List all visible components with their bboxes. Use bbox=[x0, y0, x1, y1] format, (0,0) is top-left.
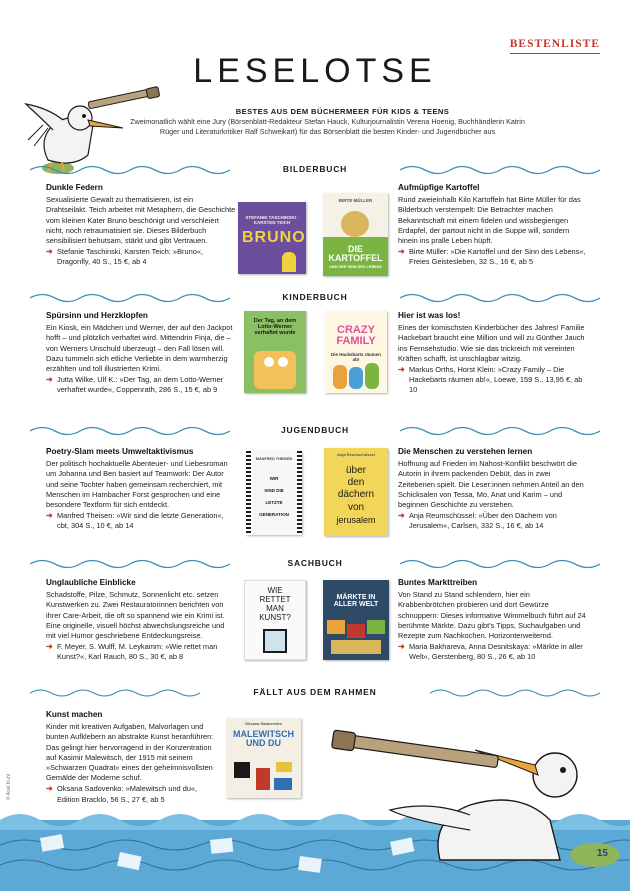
page-subtitle: BESTES AUS DEM BÜCHERMEER FÜR KIDS & TEENS bbox=[235, 107, 450, 116]
review-citation: Birte Müller: »Die Kartoffel und der Sinn des Lebens«, Freies Geistesleben, 32 S., 16 €, ab 5 bbox=[409, 247, 586, 267]
review-citation: F. Meyer, S. Wulff, M. Leykamm: »Wie rettet man Kunst?«, Karl Rauch, 80 S., 30 €, ab 8 bbox=[57, 642, 218, 662]
section-divider-sachbuch bbox=[30, 557, 600, 571]
cover-title-line: WIR bbox=[269, 476, 279, 481]
review-title: Poetry-Slam meets Umweltaktivismus bbox=[46, 447, 194, 456]
review-title: Kunst machen bbox=[46, 710, 103, 719]
review-body: Kinder mit kreativen Aufgaben, Malvorlagen und bunten Aufklebern an abstrakte Kunst heranführen: Das gelingt hier hervorragend in der Konzentration auf Kasimir Malewitsch, der 1915 mit seinem »Schwarzen Quadrat« eines der geheimnisvollsten Gemälde der Moderne schuf. bbox=[46, 722, 214, 783]
review-title: Buntes Markttreiben bbox=[398, 578, 478, 587]
section-divider-kinderbuch bbox=[30, 291, 600, 305]
review-title: Hier ist was los! bbox=[398, 311, 461, 320]
intro-text: Zweimonatlich wählt eine Jury (Börsenblatt-Redakteur Stefan Hauck, Kulturjournalistin Verena Hoenig, Buchhändlerin Katrin Rüger und Literaturkritiker Ralf Schweikart) für das Börsenblatt die besten Kinder- und Jugendbücher aus bbox=[130, 117, 525, 136]
review-dunkle-federn bbox=[46, 183, 236, 268]
review-title: Dunkle Federn bbox=[46, 183, 103, 192]
cover-title: BRUNO bbox=[242, 229, 306, 246]
section-divider-bilderbuch bbox=[30, 163, 600, 177]
review-unglaubliche-einblicke bbox=[46, 578, 236, 663]
review-title: Spürsinn und Herzklopfen bbox=[46, 311, 148, 320]
cover-subtitle: Die Hackebarts räumen ab! bbox=[330, 352, 382, 362]
review-citation: Stefanie Taschinski, Karsten Teich: »Bruno«, Dragonfly, 40 S., 15 €, ab 4 bbox=[57, 247, 203, 267]
book-cover-maerkte bbox=[323, 580, 389, 660]
book-cover-crazy-family bbox=[325, 311, 387, 393]
book-cover-malewitsch bbox=[226, 718, 301, 798]
cover-title-line: KUNST? bbox=[259, 613, 291, 622]
wave-decoration bbox=[430, 686, 600, 700]
arrow-icon: ➜ bbox=[398, 642, 405, 652]
cover-author: Anja Reumschüssel bbox=[336, 452, 375, 457]
section-tag: BESTENLISTE bbox=[510, 38, 600, 54]
review-title: Die Menschen zu verstehen lernen bbox=[398, 447, 533, 456]
cover-author: BIRTE MÜLLER bbox=[338, 198, 373, 203]
review-body: Hoffnung auf Frieden im Nahost-Konflikt beschwört die Autorin in ihrem packenden Debüt, das in zwei Zeitebenen spielt. Die Leser:innen nehmen Anteil an den Schicksalen von Tessa, Mo, Anat und Karim – und beginnen Geschichte zu verstehen. bbox=[398, 459, 584, 510]
review-citation: Markus Orths, Horst Klein: »Crazy Family – Die Hackebarts räumen ab!«, Loewe, 159 S., 13,95 €, ab 10 bbox=[409, 365, 583, 395]
review-citation: Anja Reumschüssel: »Über den Dächern von Jerusalem«, Carlsen, 332 S., 16 €, ab 14 bbox=[409, 511, 557, 531]
arrow-icon: ➜ bbox=[46, 642, 53, 652]
section-label: FÄLLT AUS DEM RAHMEN bbox=[253, 687, 377, 697]
page-title: LESELOTSE bbox=[193, 52, 437, 90]
book-cover-jerusalem bbox=[324, 448, 388, 536]
review-citation: Maria Bakhareva, Anna Desnitskaya: »Märkte in aller Welt«, Gerstenberg, 80 S., 26 €, ab 10 bbox=[409, 642, 583, 662]
page-number: 15 bbox=[596, 848, 608, 859]
cover-title-line: MAN bbox=[266, 604, 284, 613]
cover-title-line: den bbox=[347, 477, 365, 488]
section-label: JUGENDBUCH bbox=[281, 425, 349, 435]
section-label: BILDERBUCH bbox=[282, 164, 348, 174]
review-body: Von Stand zu Stand schlendern, hier ein Krabbenbrötchen probieren und dort Gewürze schnuppern: Dieses informative Wimmelbuch führt auf 24 berühmte Märkte. Dazu gibt's Tipps, Suchaufgaben und Rezepte zum Nachkochen. Horizonterweiternd. bbox=[398, 590, 586, 641]
cover-title: DIE KARTOFFEL bbox=[328, 244, 383, 264]
review-body: Sexualisierte Gewalt zu thematisieren, ist ein Drahtseilakt. Teich arbeitet mit Metaphern, die Geschichte vom kleinen Kater Bruno beschönigt und verschleiert nicht, noch retraumatisiert sie. Dieses Bilderbuch sensibilisiert behutsam, stärkt und gibt Vertrauen. bbox=[46, 195, 236, 246]
book-cover-wie-rettet-man-kunst bbox=[244, 580, 306, 660]
review-citation: Oksana Sadovenko: »Malewitsch und du«, Edition Bracklo, 56 S., 27 €, ab 5 bbox=[57, 784, 198, 804]
cover-authors: STEFANIE TASCHINSKI · KARSTEN TEICH bbox=[245, 215, 299, 225]
cover-title-line: von bbox=[347, 502, 365, 513]
arrow-icon: ➜ bbox=[398, 365, 405, 375]
wave-decoration bbox=[400, 424, 600, 438]
arrow-icon: ➜ bbox=[46, 247, 53, 257]
review-body: Eines der komischsten Kinderbücher des Jahres! Familie Hackebart braucht eine Million und will zu Günther Jauch ins Fernsehstudio. Wie sie das trickreich mit vereinten Kräften schafft, ist unschlagbar witzig. bbox=[398, 323, 585, 363]
review-hier-ist-was-los bbox=[398, 311, 588, 396]
book-cover-letzte-generation bbox=[246, 451, 302, 535]
cover-title-line: jerusalem bbox=[336, 515, 376, 525]
cover-author: MANFRED THEISEN bbox=[255, 457, 293, 461]
section-divider-rahmen bbox=[30, 686, 600, 700]
review-citation: Jutta Wilke, Ulf K.: »Der Tag, an dem Lotto-Werner verhaftet wurde«, Coppenrath, 286 S., 15 €, ab 9 bbox=[57, 375, 224, 395]
wave-decoration bbox=[400, 291, 600, 305]
review-aufmuepfige-kartoffel bbox=[398, 183, 588, 268]
arrow-icon: ➜ bbox=[46, 784, 53, 794]
section-label: KINDERBUCH bbox=[282, 292, 348, 302]
arrow-icon: ➜ bbox=[46, 511, 53, 521]
cover-title-line: LETZTE bbox=[265, 500, 283, 505]
cover-title: MALEWITSCH UND DU bbox=[233, 729, 294, 749]
book-cover-bruno bbox=[238, 202, 306, 274]
pelican-telescope-illustration bbox=[18, 80, 168, 175]
cover-title: Der Tag, an dem Lotto-Werner verhaftet wurde bbox=[253, 318, 297, 336]
cover-title-line: dächern bbox=[337, 489, 375, 500]
cover-title-line: SIND DIE bbox=[264, 488, 284, 493]
arrow-icon: ➜ bbox=[398, 247, 405, 257]
review-title: Unglaubliche Einblicke bbox=[46, 578, 136, 587]
wave-decoration bbox=[400, 163, 600, 177]
review-citation: Manfred Theisen: »Wir sind die letzte Generation«, cbt, 304 S., 10 €, ab 14 bbox=[57, 511, 224, 531]
review-body: Der politisch hochaktuelle Abenteuer- und Liebesroman um Johanna und Ben basiert auf Teamwork: Der Autor und seine Tochter haben gemeinsam recherchiert, mit Menschen im Hambacher Forst gesprochen und eine besondere Textform für sich entdeckt. bbox=[46, 459, 228, 510]
cover-author: Oksana Sadovenko bbox=[245, 721, 282, 726]
review-poetry-slam bbox=[46, 447, 236, 532]
section-label: SACHBUCH bbox=[287, 558, 343, 568]
arrow-icon: ➜ bbox=[46, 375, 53, 385]
cover-title: MÄRKTE IN ALLER WELT bbox=[333, 594, 379, 609]
review-body: Ein Kiosk, ein Mädchen und Werner, der auf den Jackpot hofft – und plötzlich verhaftet wird. Mittendrin Finja, die – von Werners Unschuld überzeugt – den Fall lösen will. Dazu tummeln sich etliche Verliebte in dem warmherzig erzählten und toll illustrierten Krimi. bbox=[46, 323, 233, 374]
review-body: Rund zweieinhalb Kilo Kartoffeln hat Birte Müller für das Bilderbuch verstempelt: Die Betrachter machen Bekanntschaft mit einem fidelen und wissbegierigen Erdapfel, der partout nicht in die Suppe will, sondern hinein ins pralle Leben hüpft. bbox=[398, 195, 581, 246]
wave-decoration bbox=[400, 557, 600, 571]
review-menschen-verstehen bbox=[398, 447, 588, 532]
pelican-looking-out-illustration bbox=[320, 720, 620, 870]
cover-title-line: RETTET bbox=[259, 595, 291, 604]
review-body: Schadstoffe, Pilze, Schmutz, Sonnenlicht etc. setzen Kunstwerken zu. Zwei Restauratorinnen berichten von ihrer Care-Arbeit, die oft so spannend wie ein Krimi ist. Eine originelle, visuell höchst abwechslungsreiche und mit viel Humor geschriebene Entdeckungsreise. bbox=[46, 590, 225, 641]
cover-title-line: WIE bbox=[267, 586, 283, 595]
review-spuersinn bbox=[46, 311, 236, 396]
arrow-icon: ➜ bbox=[398, 511, 405, 521]
book-cover-kartoffel bbox=[323, 193, 388, 276]
cover-subtitle: UND DER SINN DES LEBENS bbox=[329, 265, 382, 269]
photo-credit: © Axel Kuhl bbox=[6, 774, 12, 800]
cover-title: CRAZY FAMILY bbox=[336, 324, 376, 347]
cover-title-line: über bbox=[345, 465, 366, 476]
book-cover-lotto-werner bbox=[244, 311, 306, 393]
cover-title-line: GENERATION bbox=[259, 512, 289, 517]
review-title: Aufmüpfige Kartoffel bbox=[398, 183, 480, 192]
section-divider-jugendbuch bbox=[30, 424, 600, 438]
review-buntes-markttreiben bbox=[398, 578, 588, 663]
